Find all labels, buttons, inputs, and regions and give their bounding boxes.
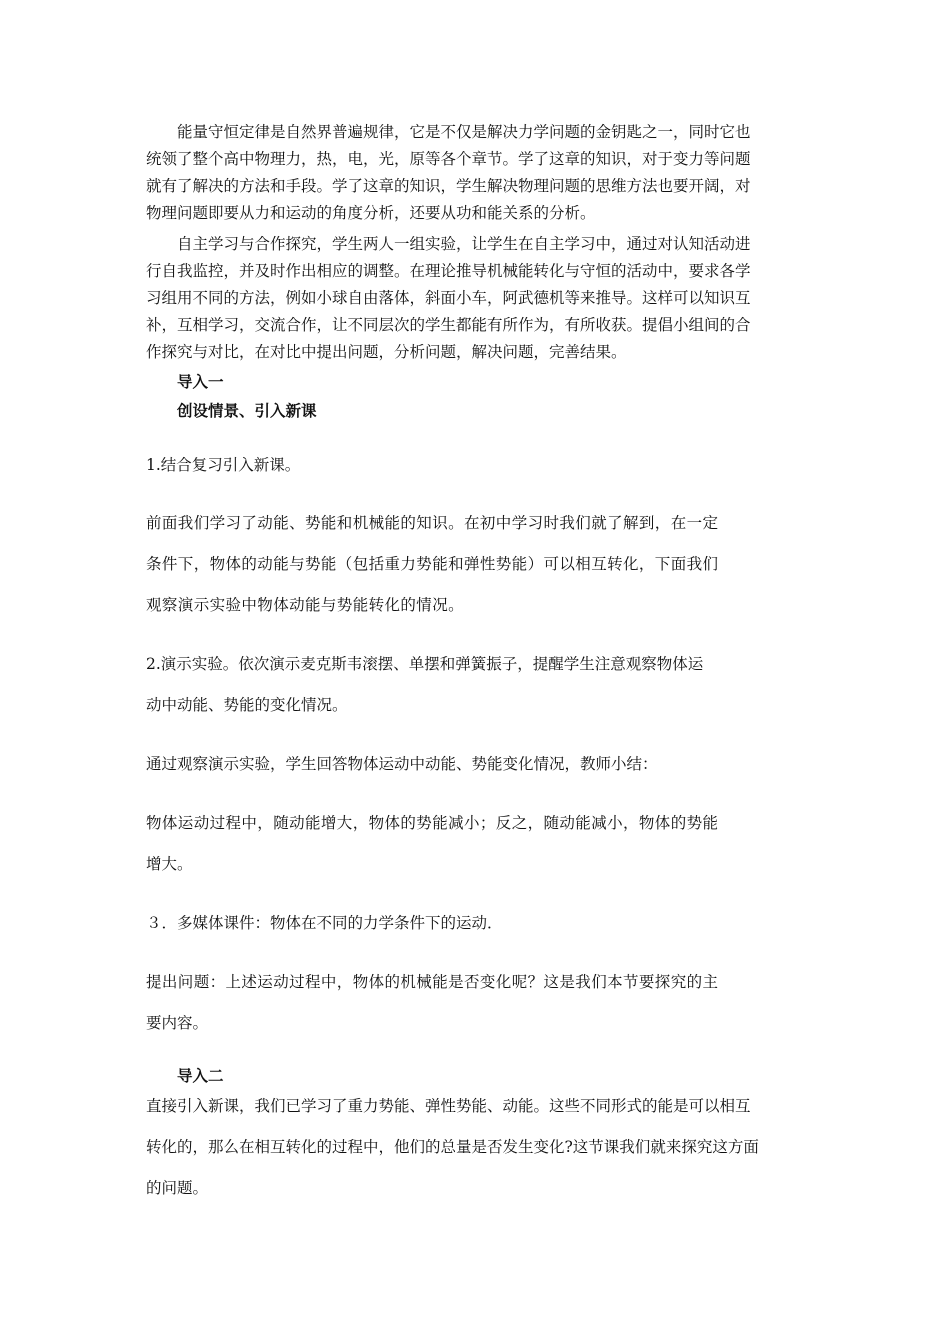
step-1-text: 1.结合复习引入新课。 xyxy=(146,456,301,474)
paragraph-line: 就有了解决的方法和手段。学了这章的知识，学生解决物理问题的思维方法也要开阔，对 xyxy=(146,177,751,195)
paragraph-line: 观察演示实验中物体动能与势能转化的情况。 xyxy=(146,596,465,614)
paragraph-line: 2.演示实验。依次演示麦克斯韦滚摆、单摆和弹簧振子，提醒学生注意观察物体运 xyxy=(146,655,704,673)
step-3-text: ３．多媒体课件：物体在不同的力学条件下的运动． xyxy=(146,914,503,932)
observe-text: 通过观察演示实验，学生回答物体运动中动能、势能变化情况，教师小结： xyxy=(146,755,658,773)
paragraph-line: 要内容。 xyxy=(146,1014,209,1032)
paragraph-line: 物体运动过程中，随动能增大，物体的势能减小；反之，随动能减小，物体的势能 xyxy=(146,814,719,832)
paragraph-line: 动中动能、势能的变化情况。 xyxy=(146,696,348,714)
paragraph-line: 提出问题：上述运动过程中，物体的机械能是否变化呢？这是我们本节要探究的主 xyxy=(146,973,719,991)
paragraph-line: 增大。 xyxy=(146,855,193,873)
paragraph-line: 行自我监控，并及时作出相应的调整。在理论推导机械能转化与守恒的活动中，要求各学 xyxy=(146,262,751,280)
paragraph-line: 前面我们学习了动能、势能和机械能的知识。在初中学习时我们就了解到，在一定 xyxy=(146,514,719,532)
paragraph-line: 自主学习与合作探究，学生两人一组实验，让学生在自主学习中，通过对认知活动进 xyxy=(177,235,751,253)
section-subheading: 创设情景、引入新课 xyxy=(177,402,317,420)
paragraph-line: 统领了整个高中物理力，热，电，光，原等各个章节。学了这章的知识，对于变力等问题 xyxy=(146,150,751,168)
paragraph-line: 能量守恒定律是自然界普遍规律，它是不仅是解决力学问题的金钥匙之一，同时它也 xyxy=(177,123,751,141)
section-heading-intro-1: 导入一 xyxy=(177,373,224,391)
section-heading-intro-2: 导入二 xyxy=(177,1067,224,1085)
paragraph-line: 直接引入新课，我们已学习了重力势能、弹性势能、动能。这些不同形式的能是可以相互 xyxy=(146,1097,751,1115)
paragraph-line: 的问题。 xyxy=(146,1179,209,1197)
paragraph-line: 转化的，那么在相互转化的过程中，他们的总量是否发生变化?这节课我们就来探究这方面 xyxy=(146,1138,759,1156)
paragraph-line: 物理问题即要从力和运动的角度分析，还要从功和能关系的分析。 xyxy=(146,204,596,222)
paragraph-line: 习组用不同的方法，例如小球自由落体，斜面小车，阿武德机等来推导。这样可以知识互 xyxy=(146,289,751,307)
paragraph-line: 条件下，物体的动能与势能（包括重力势能和弹性势能）可以相互转化，下面我们 xyxy=(146,555,719,573)
paragraph-line: 补，互相学习，交流合作，让不同层次的学生都能有所作为，有所收获。提倡小组间的合 xyxy=(146,316,751,334)
paragraph-line: 作探究与对比，在对比中提出问题，分析问题，解决问题，完善结果。 xyxy=(146,343,627,361)
